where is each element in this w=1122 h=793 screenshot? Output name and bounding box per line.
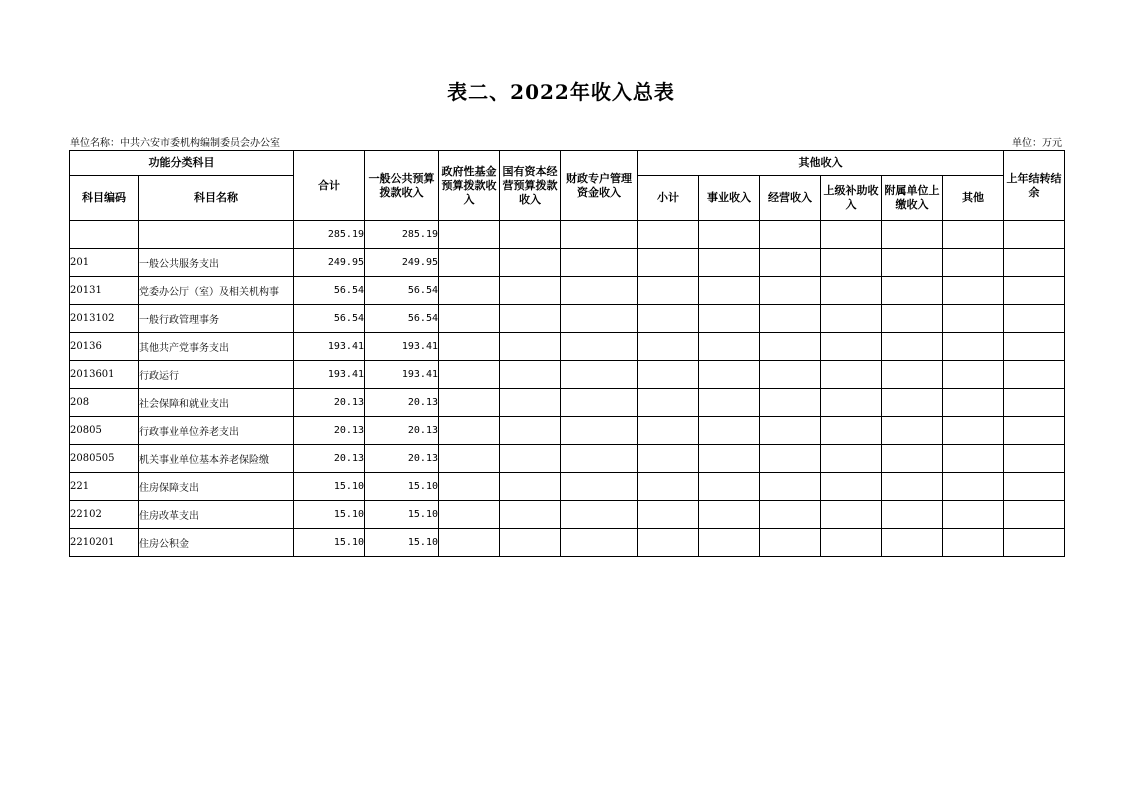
header-func-group: 功能分类科目 (70, 151, 294, 176)
empty-cell (760, 501, 821, 529)
empty-cell (699, 361, 760, 389)
total-cell: 15.10 (294, 473, 365, 501)
empty-cell (500, 445, 561, 473)
empty-cell (500, 249, 561, 277)
empty-cell (638, 221, 699, 249)
empty-cell (821, 501, 882, 529)
header-name: 科目名称 (139, 176, 294, 221)
empty-cell (500, 361, 561, 389)
header-other-group: 其他收入 (638, 151, 1004, 176)
empty-cell (1004, 501, 1065, 529)
empty-cell (561, 445, 638, 473)
header-operating: 经营收入 (760, 176, 821, 221)
empty-cell (1004, 417, 1065, 445)
empty-cell (821, 221, 882, 249)
empty-cell (638, 417, 699, 445)
name-cell: 机关事业单位基本养老保险缴 (139, 445, 294, 473)
empty-cell (821, 445, 882, 473)
empty-cell (699, 305, 760, 333)
code-cell: 22102 (70, 501, 139, 529)
empty-cell (500, 529, 561, 557)
header-special: 财政专户管理资金收入 (561, 151, 638, 221)
empty-cell (638, 249, 699, 277)
empty-cell (760, 445, 821, 473)
empty-cell (943, 473, 1004, 501)
empty-cell (1004, 389, 1065, 417)
general-cell: 15.10 (365, 529, 439, 557)
empty-cell (561, 417, 638, 445)
empty-cell (500, 277, 561, 305)
empty-cell (943, 389, 1004, 417)
empty-cell (439, 277, 500, 305)
code-cell: 20131 (70, 277, 139, 305)
header-code: 科目编码 (70, 176, 139, 221)
empty-cell (439, 249, 500, 277)
empty-cell (760, 389, 821, 417)
empty-cell (500, 473, 561, 501)
total-cell: 15.10 (294, 501, 365, 529)
empty-cell (500, 221, 561, 249)
empty-cell (821, 473, 882, 501)
name-cell: 一般行政管理事务 (139, 305, 294, 333)
total-cell: 15.10 (294, 529, 365, 557)
empty-cell (821, 333, 882, 361)
empty-cell (1004, 221, 1065, 249)
code-cell: 2013601 (70, 361, 139, 389)
general-cell: 285.19 (365, 221, 439, 249)
empty-cell (439, 473, 500, 501)
general-cell: 249.95 (365, 249, 439, 277)
empty-cell (439, 389, 500, 417)
empty-cell (821, 305, 882, 333)
empty-cell (638, 305, 699, 333)
header-business: 事业收入 (699, 176, 760, 221)
total-cell: 193.41 (294, 361, 365, 389)
general-cell: 193.41 (365, 333, 439, 361)
empty-cell (699, 221, 760, 249)
empty-cell (760, 333, 821, 361)
empty-cell (943, 249, 1004, 277)
total-cell: 20.13 (294, 417, 365, 445)
empty-cell (638, 389, 699, 417)
empty-cell (882, 529, 943, 557)
general-cell: 15.10 (365, 473, 439, 501)
header-state: 国有资本经营预算拨款收入 (500, 151, 561, 221)
empty-cell (699, 445, 760, 473)
page-title: 表二、2022年收入总表 (447, 80, 675, 104)
empty-cell (439, 361, 500, 389)
empty-cell (561, 473, 638, 501)
code-cell (70, 221, 139, 249)
empty-cell (699, 529, 760, 557)
empty-cell (882, 333, 943, 361)
empty-cell (699, 473, 760, 501)
empty-cell (638, 333, 699, 361)
header-affiliated: 附属单位上缴收入 (882, 176, 943, 221)
table-row (70, 389, 1065, 417)
table-row (70, 529, 1065, 557)
empty-cell (638, 361, 699, 389)
empty-cell (638, 473, 699, 501)
empty-cell (760, 221, 821, 249)
table-row (70, 305, 1065, 333)
empty-cell (943, 221, 1004, 249)
empty-cell (760, 277, 821, 305)
name-cell: 住房改革支出 (139, 501, 294, 529)
code-cell: 2210201 (70, 529, 139, 557)
table-row (70, 277, 1065, 305)
total-cell: 56.54 (294, 305, 365, 333)
general-cell: 193.41 (365, 361, 439, 389)
table-row (70, 221, 1065, 249)
empty-cell (561, 221, 638, 249)
table-row (70, 417, 1065, 445)
empty-cell (943, 277, 1004, 305)
empty-cell (561, 501, 638, 529)
total-cell: 285.19 (294, 221, 365, 249)
unit-name: 单位名称：中共六安市委机构编制委员会办公室 (70, 138, 280, 149)
empty-cell (882, 305, 943, 333)
table-row (70, 333, 1065, 361)
empty-cell (638, 277, 699, 305)
table-row (70, 473, 1065, 501)
empty-cell (638, 445, 699, 473)
empty-cell (500, 333, 561, 361)
name-cell: 党委办公厅（室）及相关机构事 (139, 277, 294, 305)
name-cell: 一般公共服务支出 (139, 249, 294, 277)
total-cell: 193.41 (294, 333, 365, 361)
empty-cell (882, 361, 943, 389)
empty-cell (561, 249, 638, 277)
empty-cell (1004, 305, 1065, 333)
code-cell: 201 (70, 249, 139, 277)
empty-cell (439, 445, 500, 473)
empty-cell (699, 277, 760, 305)
general-cell: 20.13 (365, 445, 439, 473)
empty-cell (1004, 529, 1065, 557)
empty-cell (943, 501, 1004, 529)
name-cell: 社会保障和就业支出 (139, 389, 294, 417)
empty-cell (439, 221, 500, 249)
table-row (70, 445, 1065, 473)
empty-cell (561, 305, 638, 333)
code-cell: 208 (70, 389, 139, 417)
header-subtotal: 小计 (638, 176, 699, 221)
empty-cell (882, 445, 943, 473)
empty-cell (943, 445, 1004, 473)
header-other: 其他 (943, 176, 1004, 221)
header-general: 一般公共预算拨款收入 (365, 151, 439, 221)
empty-cell (882, 501, 943, 529)
empty-cell (439, 305, 500, 333)
empty-cell (561, 333, 638, 361)
empty-cell (821, 417, 882, 445)
empty-cell (882, 277, 943, 305)
header-subsidy: 上级补助收入 (821, 176, 882, 221)
empty-cell (699, 333, 760, 361)
name-cell: 住房公积金 (139, 529, 294, 557)
empty-cell (760, 361, 821, 389)
empty-cell (500, 305, 561, 333)
empty-cell (821, 249, 882, 277)
empty-cell (439, 333, 500, 361)
empty-cell (699, 389, 760, 417)
empty-cell (760, 473, 821, 501)
empty-cell (1004, 277, 1065, 305)
general-cell: 15.10 (365, 501, 439, 529)
empty-cell (500, 417, 561, 445)
empty-cell (882, 389, 943, 417)
empty-cell (439, 417, 500, 445)
code-cell: 2013102 (70, 305, 139, 333)
general-cell: 20.13 (365, 417, 439, 445)
total-cell: 56.54 (294, 277, 365, 305)
header-carryover: 上年结转结余 (1004, 151, 1065, 221)
empty-cell (882, 249, 943, 277)
empty-cell (760, 249, 821, 277)
empty-cell (943, 417, 1004, 445)
empty-cell (943, 305, 1004, 333)
name-cell: 其他共产党事务支出 (139, 333, 294, 361)
general-cell: 56.54 (365, 277, 439, 305)
empty-cell (500, 389, 561, 417)
empty-cell (439, 501, 500, 529)
total-cell: 249.95 (294, 249, 365, 277)
empty-cell (699, 501, 760, 529)
empty-cell (882, 473, 943, 501)
empty-cell (821, 361, 882, 389)
empty-cell (500, 501, 561, 529)
name-cell (139, 221, 294, 249)
name-cell: 行政运行 (139, 361, 294, 389)
empty-cell (760, 417, 821, 445)
empty-cell (943, 529, 1004, 557)
general-cell: 56.54 (365, 305, 439, 333)
table-row (70, 501, 1065, 529)
empty-cell (760, 529, 821, 557)
empty-cell (882, 417, 943, 445)
header-fund: 政府性基金预算拨款收入 (439, 151, 500, 221)
general-cell: 20.13 (365, 389, 439, 417)
header-total: 合计 (294, 151, 365, 221)
empty-cell (1004, 361, 1065, 389)
empty-cell (638, 529, 699, 557)
code-cell: 221 (70, 473, 139, 501)
empty-cell (882, 221, 943, 249)
empty-cell (561, 361, 638, 389)
code-cell: 20136 (70, 333, 139, 361)
empty-cell (821, 529, 882, 557)
empty-cell (1004, 333, 1065, 361)
empty-cell (1004, 445, 1065, 473)
name-cell: 住房保障支出 (139, 473, 294, 501)
empty-cell (699, 249, 760, 277)
empty-cell (638, 501, 699, 529)
total-cell: 20.13 (294, 389, 365, 417)
unit-measure: 单位：万元 (1012, 138, 1062, 149)
empty-cell (439, 529, 500, 557)
empty-cell (821, 277, 882, 305)
empty-cell (561, 529, 638, 557)
empty-cell (1004, 249, 1065, 277)
empty-cell (1004, 473, 1065, 501)
empty-cell (561, 389, 638, 417)
name-cell: 行政事业单位养老支出 (139, 417, 294, 445)
empty-cell (699, 417, 760, 445)
empty-cell (943, 333, 1004, 361)
income-summary-table (69, 150, 1065, 557)
empty-cell (943, 361, 1004, 389)
code-cell: 20805 (70, 417, 139, 445)
code-cell: 2080505 (70, 445, 139, 473)
empty-cell (821, 389, 882, 417)
empty-cell (760, 305, 821, 333)
empty-cell (561, 277, 638, 305)
table-row (70, 361, 1065, 389)
total-cell: 20.13 (294, 445, 365, 473)
table-row (70, 249, 1065, 277)
